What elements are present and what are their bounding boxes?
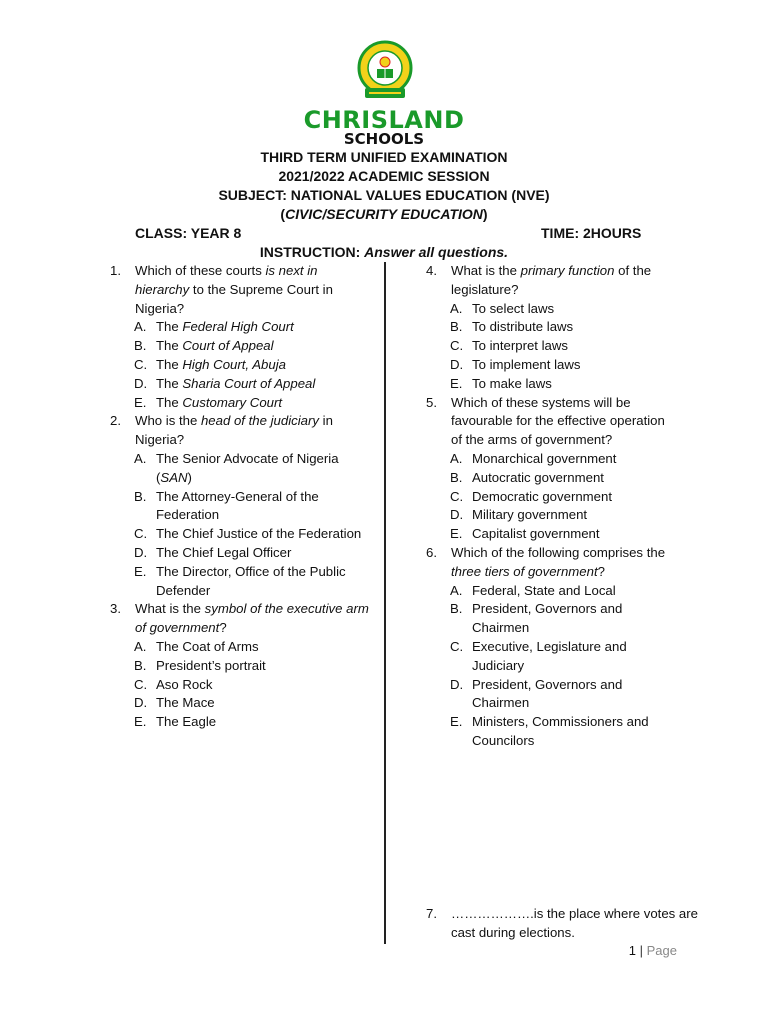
option-c: C. The High Court, Abuja (134, 356, 286, 372)
option-a: A. Monarchical government (450, 450, 617, 466)
option-a: A. The Senior Advocate of Nigeria (SAN) (134, 450, 339, 485)
option-c: C. Democratic government (450, 488, 612, 504)
question-5-options (426, 450, 676, 544)
brand-subtitle: SCHOOLS (343, 130, 425, 148)
question-number: 7. (426, 906, 437, 921)
option-e: E. Capitalist government (450, 526, 600, 542)
left-column (110, 262, 372, 732)
brand-name: CHRISLAND (303, 106, 465, 134)
option-b: B. President, Governors and Chairmen (450, 601, 623, 636)
question-number: 4. (426, 263, 437, 278)
option-b: B. The Attorney-General of the Federation (134, 488, 319, 523)
subject-line: SUBJECT: NATIONAL VALUES EDUCATION (NVE) (218, 187, 550, 203)
option-b: B. President’s portrait (134, 657, 266, 673)
time-label: TIME: 2HOURS (541, 225, 642, 241)
option-b: B. The Court of Appeal (134, 338, 274, 354)
option-d: D. The Sharia Court of Appeal (134, 375, 316, 391)
option-d: D. President, Governors and Chairmen (450, 676, 623, 711)
instruction-label: INSTRUCTION: (259, 244, 365, 260)
exam-title: THIRD TERM UNIFIED EXAMINATION (260, 149, 508, 165)
question-4-options (426, 300, 676, 394)
question-number: 6. (426, 544, 437, 560)
option-c: C. The Chief Justice of the Federation (134, 526, 362, 542)
option-c: C. To interpret laws (450, 338, 569, 354)
page-number: 1 (628, 943, 637, 958)
question-6-options (426, 582, 676, 751)
option-b: B. Autocratic government (450, 469, 604, 485)
option-e: E. The Director, Office of the Public Defender (134, 563, 346, 598)
question-number: 2. (110, 413, 121, 429)
option-a: A. The Federal High Court (134, 319, 294, 335)
question-1: 1. Which of these courts is next in hierarchy to the Supreme Court in Nigeria? (110, 263, 333, 316)
question-7: 7. ……………….is the place where votes are cast during elections. (426, 906, 698, 940)
option-c: C. Executive, Legislature and Judiciary (450, 638, 627, 673)
instruction-text: Answer all questions. (364, 244, 509, 260)
question-number: 5. (426, 394, 437, 410)
page-number-footer: 1 | Page (628, 943, 677, 958)
column-divider (384, 262, 386, 944)
option-a: A. To select laws (450, 300, 555, 316)
question-5: 5. Which of these systems will be favourable for the effective operation of the arms of government? (426, 394, 665, 448)
subject-subtitle-text: CIVIC/SECURITY EDUCATION (285, 206, 483, 222)
question-3: 3. What is the symbol of the executive arm of government? (110, 601, 369, 636)
option-a: A. The Coat of Arms (134, 638, 259, 654)
question-1-options (110, 318, 372, 412)
option-d: D. The Mace (134, 695, 215, 711)
option-d: D. Military government (450, 507, 588, 523)
question-4: 4. What is the primary function of the legislature? (426, 263, 652, 297)
option-e: E. The Eagle (134, 714, 217, 730)
option-e: E. The Customary Court (134, 394, 283, 410)
question-6: 6. Which of the following comprises the three tiers of government? (426, 544, 666, 579)
option-b: B. To distribute laws (450, 319, 574, 335)
question-2: 2. Who is the head of the judiciary in Nigeria? (110, 413, 333, 448)
page-label: Page (646, 943, 677, 958)
option-d: D. To implement laws (450, 356, 581, 372)
school-crest-logo (357, 40, 413, 104)
instruction-line (0, 243, 768, 261)
subject-subtitle: (CIVIC/SECURITY EDUCATION) (280, 206, 488, 222)
academic-session: 2021/2022 ACADEMIC SESSION (278, 168, 490, 184)
option-c: C. Aso Rock (134, 676, 213, 692)
right-column (426, 262, 676, 751)
option-d: D. The Chief Legal Officer (134, 544, 292, 560)
option-a: A. Federal, State and Local (450, 582, 616, 598)
question-3-options (110, 638, 372, 732)
option-e: E. Ministers, Commissioners and Councilors (450, 714, 649, 748)
option-e: E. To make laws (450, 375, 552, 391)
class-label: CLASS: YEAR 8 (135, 225, 242, 241)
question-2-options (110, 450, 372, 600)
question-number: 3. (110, 601, 121, 617)
question-number: 1. (110, 263, 121, 278)
